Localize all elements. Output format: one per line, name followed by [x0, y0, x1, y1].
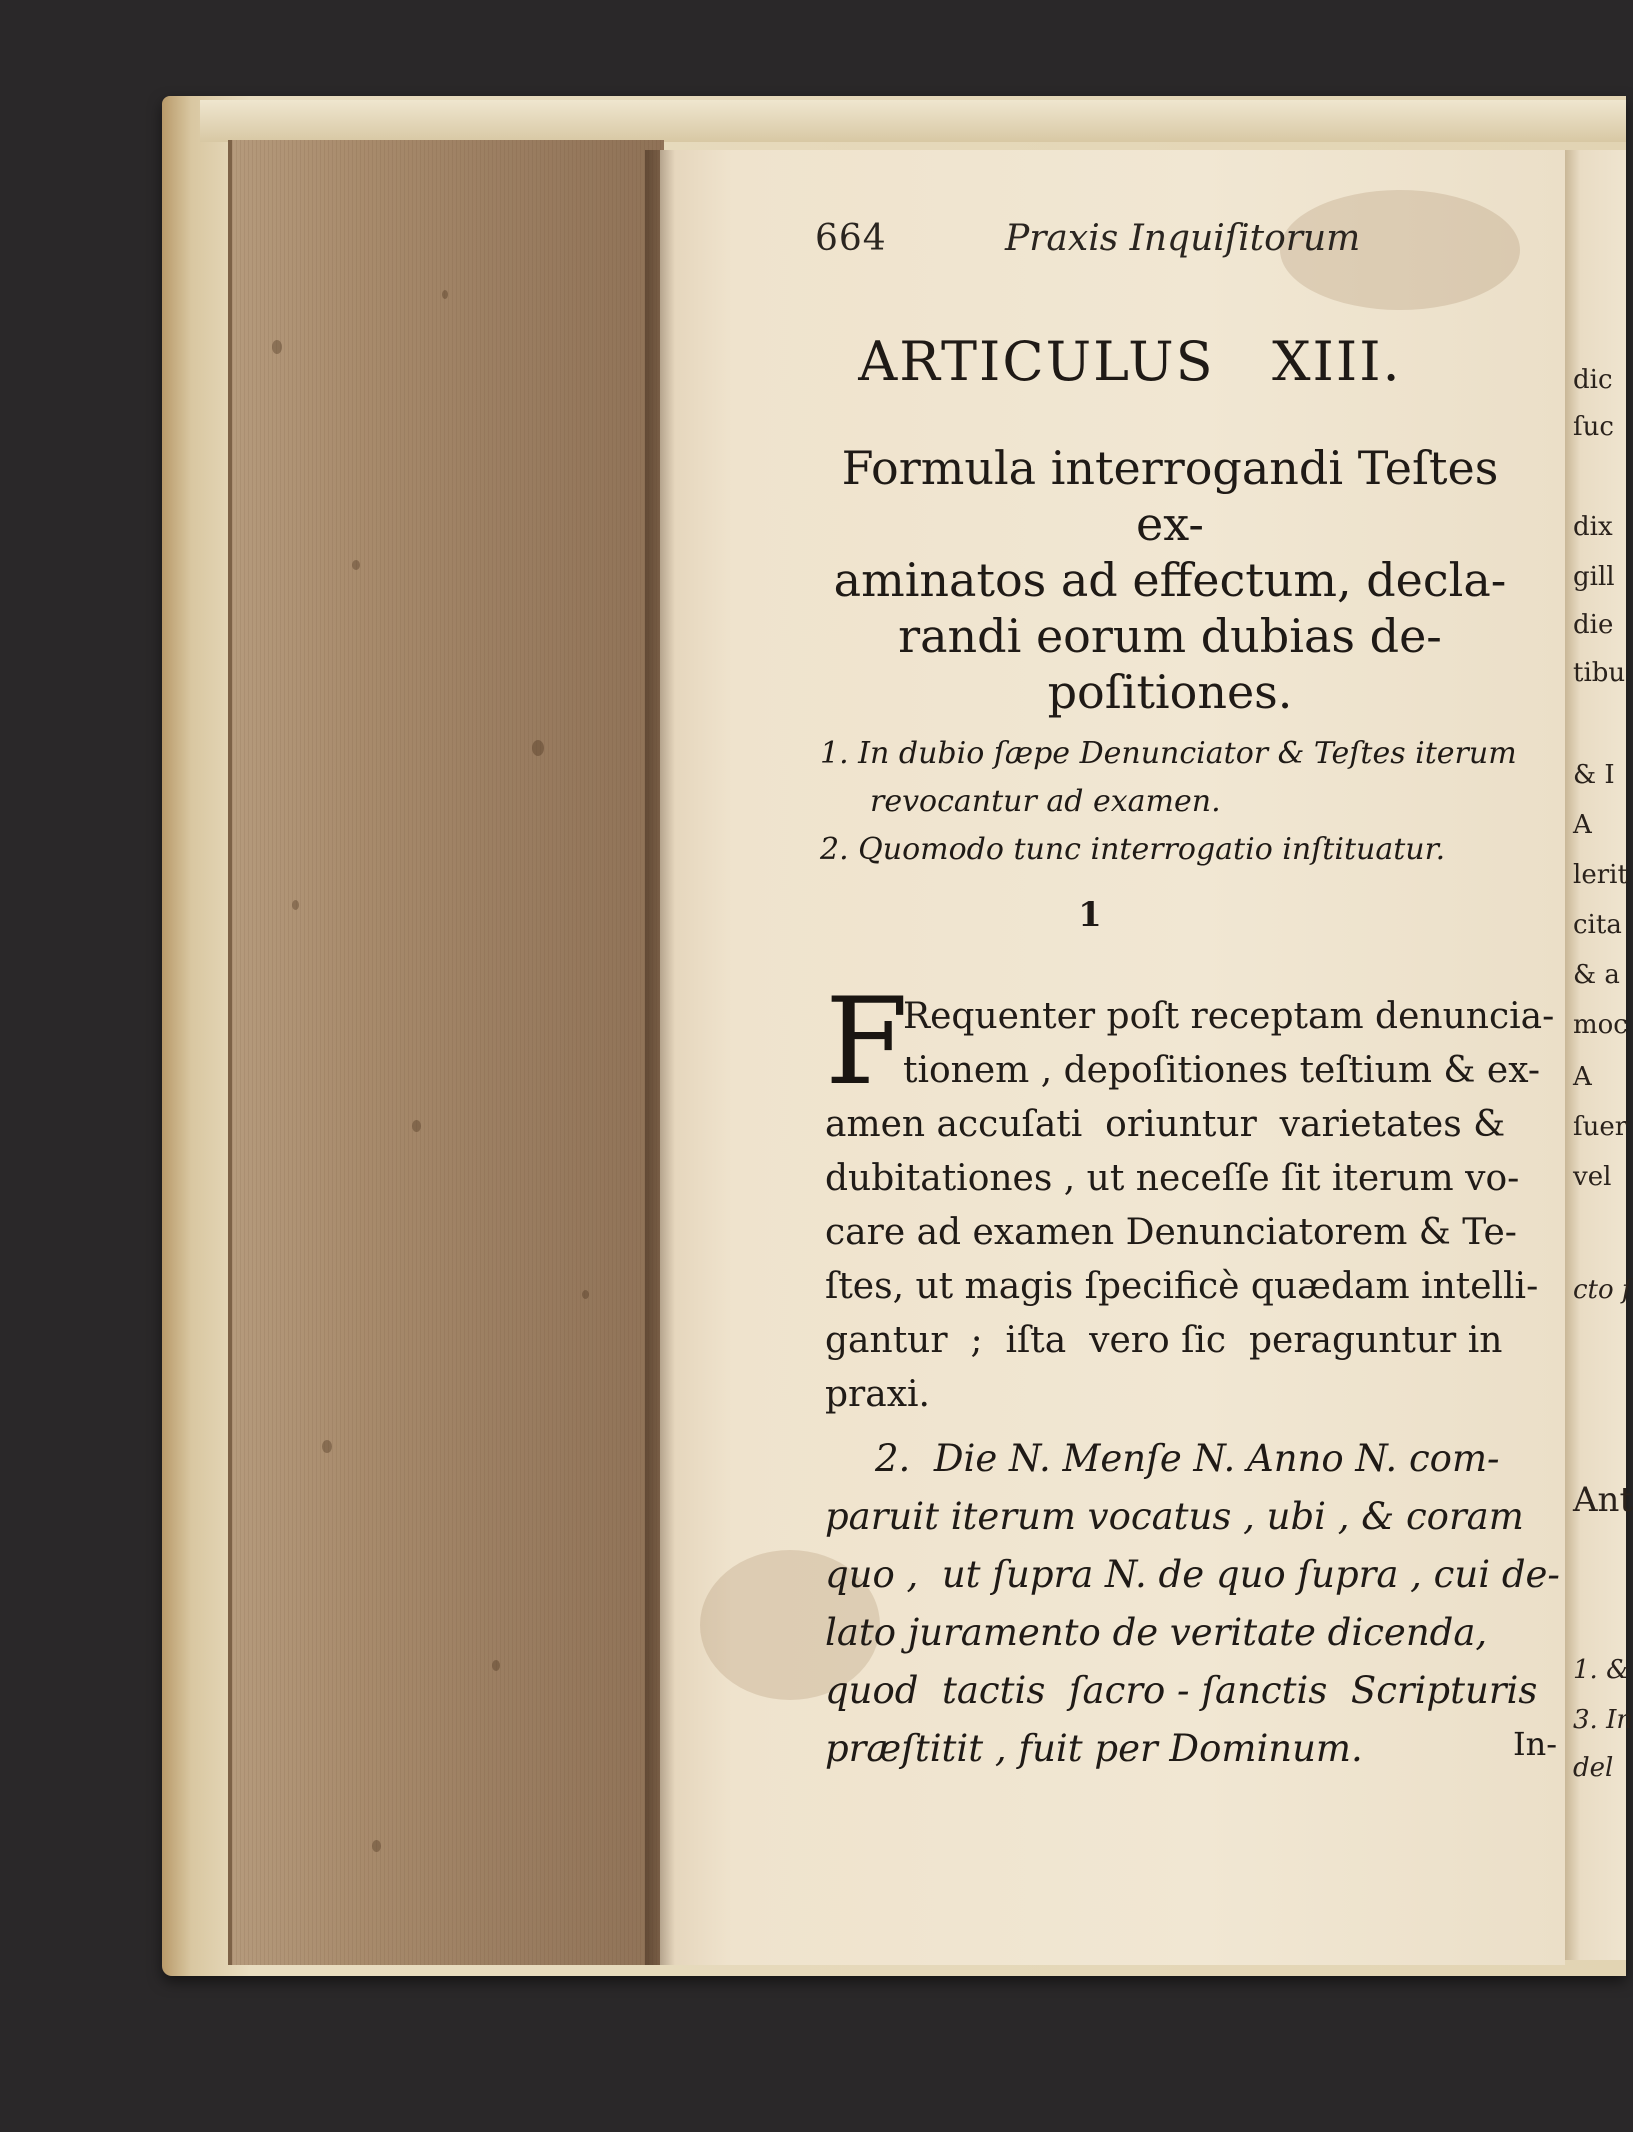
summary-item: 2. Quomodo tunc interrogatio inſtituatur. — [820, 832, 1446, 867]
fragment: dix — [1573, 512, 1613, 542]
fragment: Ant — [1573, 1480, 1633, 1520]
fragment: & a — [1573, 960, 1620, 990]
article-heading: ARTICULUS XIII. — [858, 330, 1402, 393]
fragment: die — [1573, 610, 1614, 640]
page-number: 664 — [815, 218, 887, 259]
fragment: gill — [1573, 562, 1615, 592]
text-line: paruit iterum vocatus , ubi , & coram — [825, 1495, 1524, 1538]
text-line: tionem , depoſitiones teſtium & ex- — [903, 1050, 1541, 1091]
text-line: dubitationes , ut neceſſe ſit iterum vo- — [825, 1158, 1520, 1199]
text-line: quod tactis ſacro - ſanctis Scripturis — [825, 1669, 1538, 1712]
page-header — [815, 218, 1415, 278]
text-line: ſtes, ut magis ſpecificè quædam intelli- — [825, 1266, 1539, 1307]
summary-list — [820, 730, 1540, 874]
text-line: lato juramento de veritate dicenda, — [825, 1611, 1488, 1654]
summary-item: 1. In dubio ſæpe Denunciator & Teſtes iterum — [820, 736, 1517, 771]
book-page-664 — [660, 150, 1565, 1965]
text-line: quo , ut ſupra N. de quo ſupra , cui de- — [825, 1553, 1560, 1596]
fragment: 1. & — [1573, 1655, 1630, 1685]
fragment: del — [1573, 1753, 1614, 1783]
subtitle-line: poſitiones. — [1047, 665, 1293, 719]
fragment: moc — [1573, 1010, 1628, 1040]
article-subtitle — [805, 440, 1535, 720]
subtitle-line: Formula interrogandi Teſtes ex- — [841, 441, 1499, 551]
book-head-edge — [200, 100, 1626, 142]
running-head: Praxis Inquiſitorum — [1005, 218, 1361, 259]
catchword: In- — [1513, 1725, 1558, 1763]
subtitle-line: aminatos ad effectum, decla- — [833, 553, 1507, 607]
fragment: & I — [1573, 760, 1615, 790]
fragment: ſuer — [1573, 1112, 1628, 1142]
text-line: amen accuſati oriuntur varietates & — [825, 1104, 1506, 1145]
fragment: cita — [1573, 910, 1622, 940]
text-line: Requenter poſt receptam denuncia- — [903, 996, 1555, 1037]
gutter-shadow — [645, 150, 675, 1965]
fragment: A — [1573, 1062, 1592, 1092]
fragment: ſuc — [1573, 412, 1614, 442]
fragment: 3. In — [1573, 1705, 1633, 1735]
fragment: dic — [1573, 365, 1613, 395]
fragment: vel — [1573, 1162, 1612, 1192]
drop-cap: F — [825, 973, 909, 1112]
subtitle-line: randi eorum dubias de- — [898, 609, 1442, 663]
paragraph-2 — [825, 1430, 1560, 1778]
facing-page-edge — [1565, 150, 1633, 1960]
page-block-edges — [228, 140, 664, 1965]
text-line: praxi. — [825, 1374, 930, 1415]
summary-item-continuation: revocantur ad examen. — [870, 784, 1221, 819]
fragment: A — [1573, 810, 1592, 840]
text-line: 2. Die N. Menſe N. Anno N. com- — [875, 1437, 1500, 1480]
text-line: care ad examen Denunciatorem & Te- — [825, 1212, 1517, 1253]
text-line: præſtitit , fuit per Dominum. — [825, 1727, 1363, 1770]
section-mark: 1 — [1078, 895, 1102, 935]
fragment: lerit — [1573, 860, 1628, 890]
fragment: tibu — [1573, 658, 1626, 688]
paragraph-1 — [825, 973, 1555, 1422]
fragment: cto ſ — [1573, 1275, 1632, 1305]
text-line: gantur ; iſta vero ſic peraguntur in — [825, 1320, 1503, 1361]
